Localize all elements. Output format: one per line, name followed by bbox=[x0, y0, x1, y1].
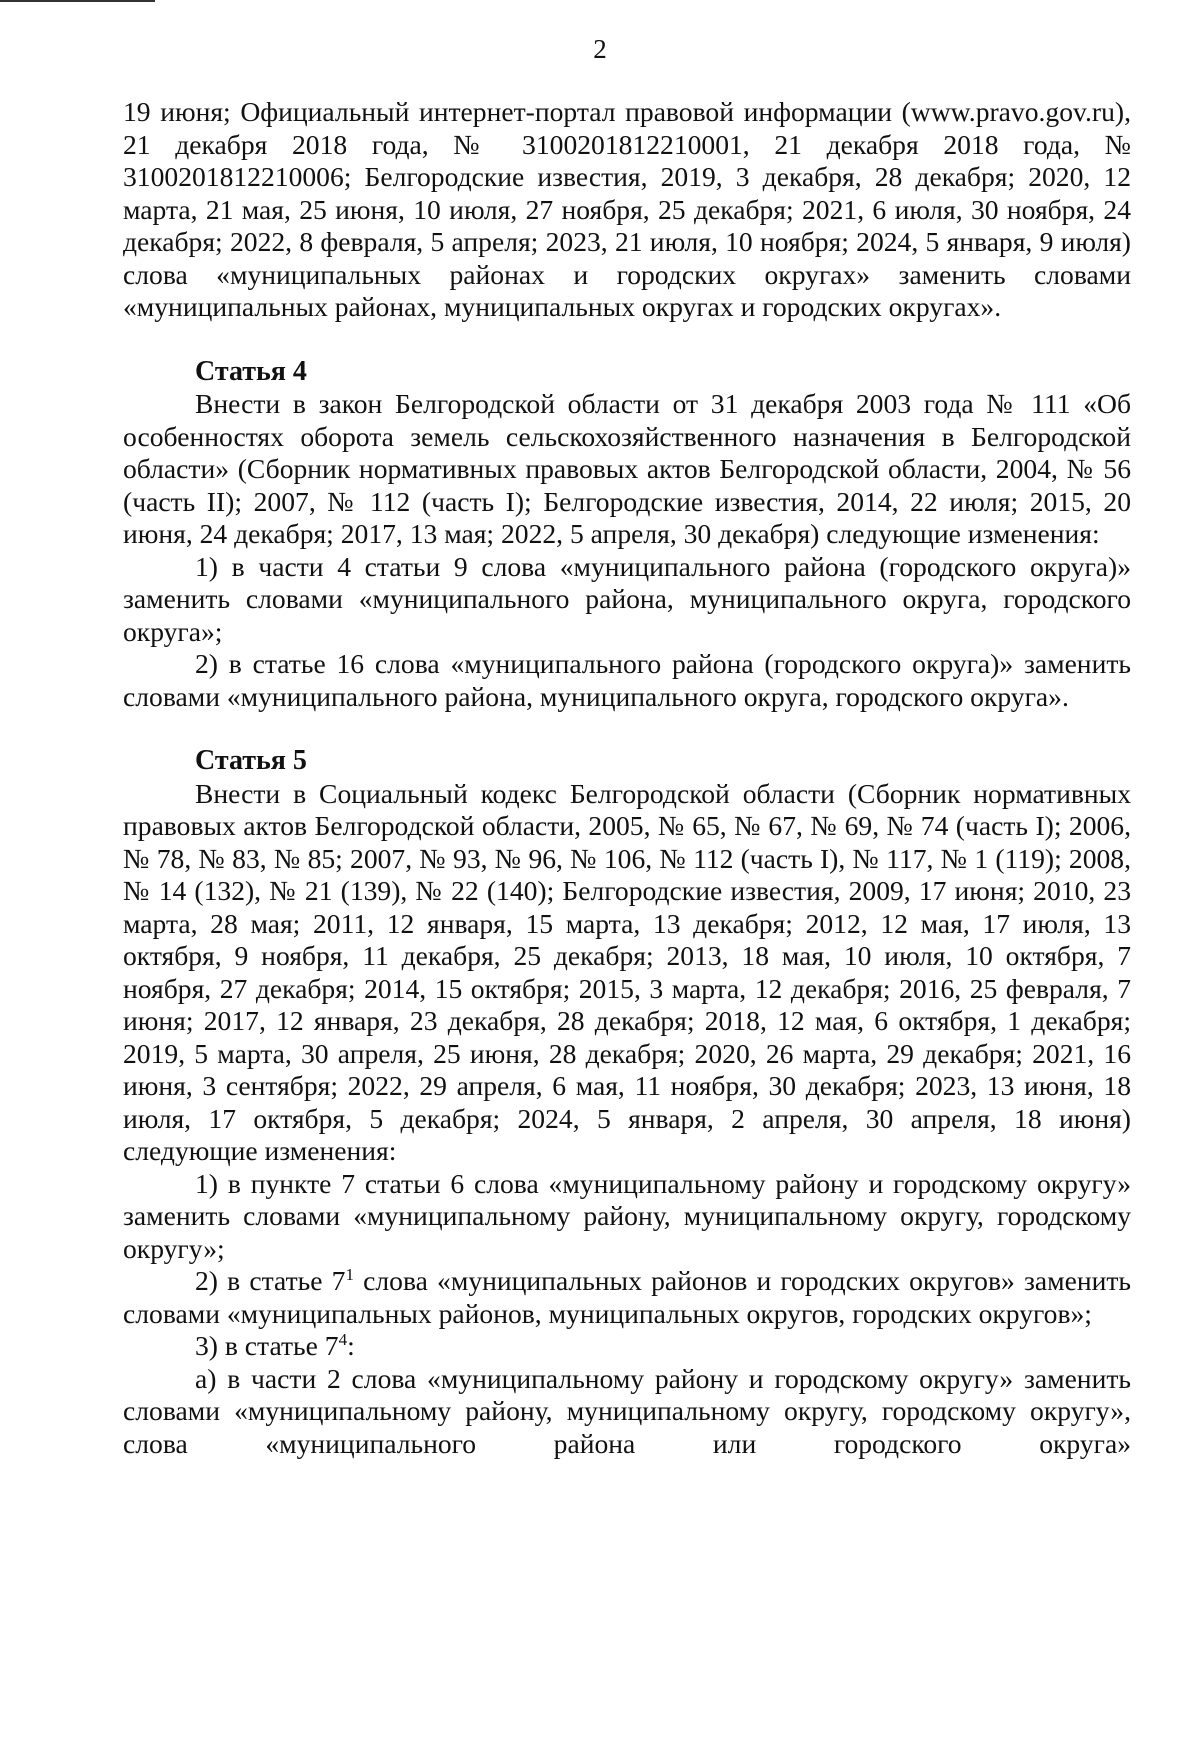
article-5-heading: Статья 5 bbox=[195, 745, 307, 776]
spacer bbox=[123, 713, 1131, 745]
page-number: 2 bbox=[593, 34, 607, 64]
scan-edge-mark bbox=[0, 0, 155, 2]
article-5-intro: Внести в Социальный кодекс Белгородской области (Сборник нормативных правовых актов Белгородской области, 2005, № 65, № 67, № 69, № 74 (часть I); 2006, № 78, № 83, № 85; 2007, № 93, № 96, № 106, № 112 (часть I), № 117, № 1 (119); 2008, № 14 (132), № 21 (139), № 22 (140); Белгородские известия, 2009, 17 июня; 2010, 23 марта, 28 мая; 2011, 12 января, 15 марта, 13 декабря; 2012, 12 мая, 17 июля, 13 октября, 9 ноября, 11 декабря, 25 декабря; 2013, 18 мая, 10 июля, 10 октября, 7 ноября, 27 декабря; 2014, 15 октября; 2015, 3 марта, 12 декабря; 2016, 25 февраля, 7 июня; 2017, 12 января, 23 декабря, 28 декабря; 2018, 12 мая, 6 октября, 1 декабря; 2019, 5 марта, 30 апреля, 25 июня, 28 декабря; 2020, 26 марта, 29 декабря; 2021, 16 июня, 3 сентября; 2022, 29 апреля, 6 мая, 11 ноября, 30 декабря; 2023, 13 июня, 18 июля, 17 октября, 5 декабря; 2024, 5 января, 2 апреля, 30 апреля, 18 июня) следующие изменения: bbox=[123, 777, 1131, 1166]
article-5-item-3-superscript: 4 bbox=[338, 1329, 348, 1349]
article-5-item-2-superscript: 1 bbox=[345, 1264, 354, 1284]
spacer bbox=[123, 324, 1131, 356]
article-5-item-3-text: : bbox=[347, 1330, 355, 1361]
article-5-item-2-prefix: 2) в статье 7 bbox=[195, 1265, 346, 1296]
article-4-heading: Статья 4 bbox=[195, 355, 307, 387]
document-body bbox=[123, 96, 1131, 1460]
article-4-item-1: 1) в части 4 статьи 9 слова «муниципального района (городского округа)» заменить словами «муниципального района, муниципального округа, городского округа»; bbox=[123, 550, 1131, 647]
article-4-item-2: 2) в статье 16 слова «муниципального района (городского округа)» заменить словами «муниципального района, муниципального округа, городского округа». bbox=[123, 648, 1131, 712]
article-5-item-3-prefix: 3) в статье 7 bbox=[195, 1330, 339, 1361]
intro-paragraph: 19 июня; Официальный интернет-портал правовой информации (www.pravo.gov.ru), 21 декабря 2018 года, № 3100201812210001, 21 декабря 2018 года, № 3100201812210006; Белгородские известия, 2019, 3 декабря, 28 декабря; 2020, 12 марта, 21 мая, 25 июня, 10 июля, 27 ноября, 25 декабря; 2021, 6 июля, 30 ноября, 24 декабря; 2022, 8 февраля, 5 апреля; 2023, 21 июля, 10 ноября; 2024, 5 января, 9 июля) слова «муниципальных районах и городских округах» заменить словами «муниципальных районах, муниципальных округах и городских округах». bbox=[123, 96, 1131, 322]
article-5-item-2 bbox=[123, 1265, 1131, 1330]
article-5-item-3 bbox=[123, 1330, 1131, 1363]
article-4 bbox=[123, 356, 1131, 714]
article-5-item-1: 1) в пункте 7 статьи 6 слова «муниципальному району и городскому округу» заменить словами «муниципальному району, муниципальному округу, городскому округу»; bbox=[123, 1167, 1131, 1264]
article-5-item-3a: а) в части 2 слова «муниципальному району и городскому округу» заменить словами «муниципальному району, муниципальному округу, городскому округу», слова «муниципального района или городского округа» bbox=[123, 1362, 1131, 1459]
article-4-intro: Внести в закон Белгородской области от 31 декабря 2003 года № 111 «Об особенностях оборота земель сельскохозяйственного назначения в Белгородской области» (Сборник нормативных правовых актов Белгородской области, 2004, № 56 (часть II); 2007, № 112 (часть I); Белгородские известия, 2014, 22 июля; 2015, 20 июня, 24 декабря; 2017, 13 мая; 2022, 5 апреля, 30 декабря) следующие изменения: bbox=[123, 388, 1131, 549]
article-5 bbox=[123, 745, 1131, 1460]
article-5-item-2-text: слова «муниципальных районов и городских округов» заменить словами «муниципальных районов, муниципальных округов, городских округов»; bbox=[123, 1265, 1132, 1329]
